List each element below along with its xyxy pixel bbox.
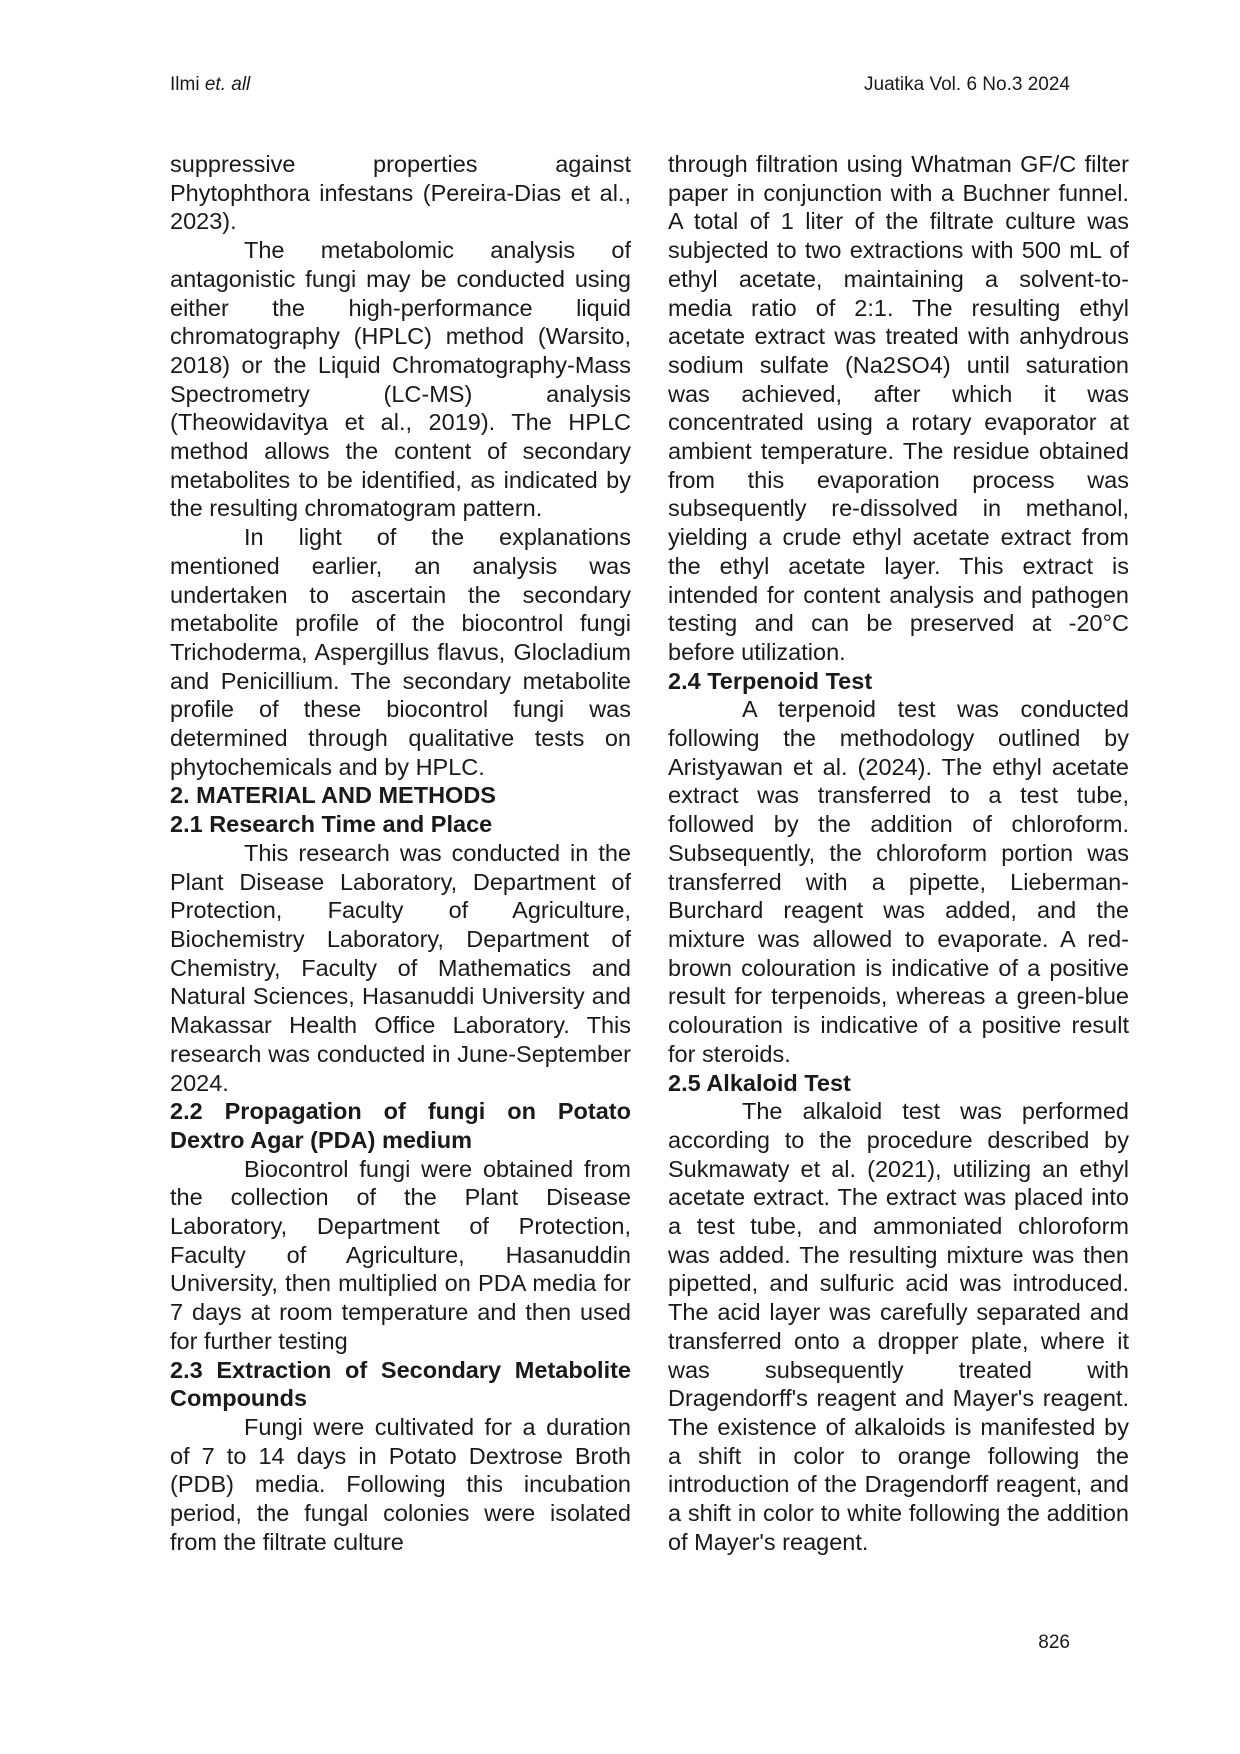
subsection-heading-2-1: 2.1 Research Time and Place (170, 811, 493, 838)
running-head (170, 74, 1070, 98)
section-heading-methods: 2. MATERIAL AND METHODS (170, 782, 496, 809)
paragraph-study-aim: In light of the explanations mentioned earlier, an analysis was undertaken to ascertain the secondary metabolite profile of the biocontrol fungi Trichoderma, Aspergillus flavus, Glocladium and Penicillium. The secondary metabolite profile of these biocontrol fungi was determined through qualitative tests on phytochemicals and by HPLC. (170, 524, 631, 780)
right-column (668, 150, 1129, 1556)
subsection-heading-2-3: 2.3 Extraction of Secondary Metabolite Compounds (170, 1356, 631, 1412)
paragraph-terpenoid-test: A terpenoid test was conducted following the methodology outlined by Aristyawan et al. (2024). The ethyl acetate extract was transferred to a test tube, followed by the addition of chloroform. Subsequently, the chloroform portion was transferred with a pipette, Lieberman-Burchard reagent was added, and the mixture was allowed to evaporate. A red-brown colouration is indicative of a positive result for terpenoids, whereas a green-blue colouration is indicative of a positive result for steroids. (668, 696, 1129, 1067)
author-suffix: et. all (204, 74, 251, 95)
running-head-journal: Juatika Vol. 6 No.3 2024 (864, 74, 1070, 95)
page-number: 826 (1038, 1632, 1070, 1653)
left-column (170, 150, 631, 1556)
subsection-heading-2-5: 2.5 Alkaloid Test (668, 1069, 851, 1096)
running-head-author (170, 74, 250, 96)
paragraph-fungi-propagation: Biocontrol fungi were obtained from the collection of the Plant Disease Laboratory, Department of Protection, Faculty of Agriculture, Hasanuddin University, then multiplied on PDA media for 7 days at room temperature and then used for further testing (170, 1155, 631, 1354)
paragraph-extraction-continued: through filtration using Whatman GF/C filter paper in conjunction with a Buchner funnel. A total of 1 liter of the filtrate culture was subjected to two extractions with 500 mL of ethyl acetate, maintaining a solvent-to-media ratio of 2:1. The resulting ethyl acetate extract was treated with anhydrous sodium sulfate (Na2SO4) until saturation was achieved, after which it was concentrated using a rotary evaporator at ambient temperature. The residue obtained from this evaporation process was subsequently re-dissolved in methanol, yielding a crude ethyl acetate extract from the ethyl acetate layer. This extract is intended for content analysis and pathogen testing and can be preserved at -20°C before utilization. (668, 151, 1129, 665)
subsection-heading-2-4: 2.4 Terpenoid Test (668, 667, 873, 694)
paragraph-metabolomic-analysis: The metabolomic analysis of antagonistic fungi may be conducted using either the high-performance liquid chromatography (HPLC) method (Warsito, 2018) or the Liquid Chromatography-Mass Spectrometry (LC-MS) analysis (Theowidavitya et al., 2019). The HPLC method allows the content of secondary metabolites to be identified, as indicated by the resulting chromatogram pattern. (170, 237, 631, 522)
paragraph-continued: suppressive properties against Phytophthora infestans (Pereira-Dias et al., 2023). (170, 151, 631, 235)
subsection-heading-2-2: 2.2 Propagation of fungi on Potato Dextro Agar (PDA) medium (170, 1098, 631, 1153)
paragraph-research-time-place: This research was conducted in the Plant Disease Laboratory, Department of Protection, Faculty of Agriculture, Biochemistry Laboratory, Department of Chemistry, Faculty of Mathematics and Natural Sciences, Hasanuddi University and Makassar Health Office Laboratory. This research was conducted in June-September 2024. (170, 839, 631, 1096)
paragraph-extraction: Fungi were cultivated for a duration of 7 to 14 days in Potato Dextrose Broth (PDB) media. Following this incubation period, the fungal colonies were isolated from the filtrate culture (170, 1413, 631, 1555)
author-name: Ilmi (170, 74, 200, 95)
paragraph-alkaloid-test: The alkaloid test was performed according to the procedure described by Sukmawaty et al. (2021), utilizing an ethyl acetate extract. The extract was placed into a test tube, and ammoniated chloroform was added. The resulting mixture was then pipetted, and sulfuric acid was introduced. The acid layer was carefully separated and transferred onto a dropper plate, where it was subsequently treated with Dragendorff's reagent and Mayer's reagent. The existence of alkaloids is manifested by a shift in color to orange following the introduction of the Dragendorff reagent, and a shift in color to white following the addition of Mayer's reagent. (668, 1098, 1129, 1555)
